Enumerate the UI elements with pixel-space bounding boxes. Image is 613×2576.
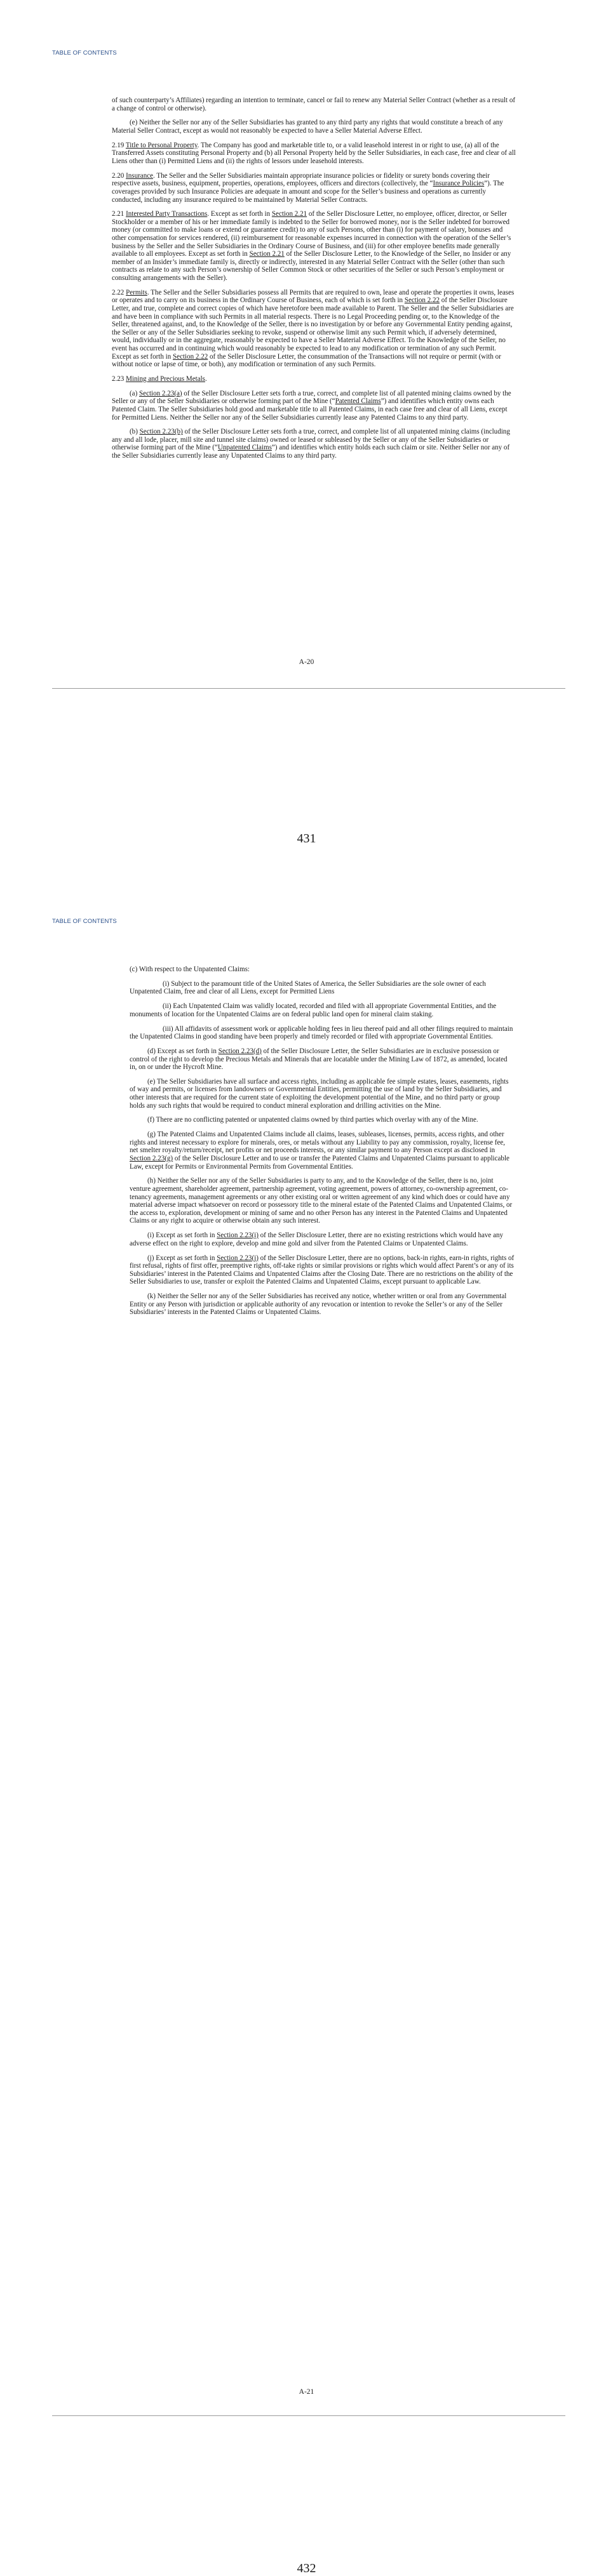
section-2-21: 2.21 Interested Party Transactions. Except as set forth in Section 2.21 of the Seller Disclosure Letter, no employee, officer, director, or Seller Stockholder or a member of his or her immediate family is indebted to the Seller for borrowed money, nor is the Seller indebted for borrowed money (or committed to make loans or extend or guarantee credit) to any of such Persons, other than (i) for payment of salary, bonuses and other compensation for services rendered, (ii) reimbursement for reasonable expenses incurred in connection with the operation of the Seller’s business by the Seller and the Seller Subsidiaries in the Ordinary Course of Business, and (iii) for other employee benefits made generally available to all employees. Except as set forth in Section 2.21 of the Seller Disclosure Letter, to the Knowledge of the Seller, no Insider or any member of an Insider’s immediate family is, directly or indirectly, interested in any Material Seller Contract with the Seller (other than such contracts as relate to any such Person’s ownership of Seller Common Stock or other securities of the Seller or such Person’s employment or consulting arrangements with the Seller). [112, 210, 511, 282]
page-a21 [0, 866, 613, 2575]
section-reference: Section 2.23(a) [139, 389, 182, 397]
defined-term: Patented Claims [335, 397, 381, 406]
section-reference: Section 2.23(g) [130, 1155, 173, 1162]
section-reference: Section 2.21 [249, 250, 285, 258]
paragraph-h: (h) Neither the Seller nor any of the Seller Subsidiaries is party to any, and to the Knowledge of the Seller, there is no, joint venture agreement, shareholder agreement, partnership agreement, voting agreement, powers of attorney, co-ownership agreement, co-tenancy agreements, management agreements or any other existing oral or written agreement of any kind which does or could have any material adverse impact whatsoever on record or possessory title to the mineral estate of the Patented Claims and Unpatented Claims, or the access to, exploration, development or mining of same and no other Person has any interest in the Patented Claims and Unpatented Claims or any right to acquire or otherwise obtain any such interest. [130, 1177, 513, 1225]
page-footer-number: A-20 [299, 658, 314, 666]
section-2-19: 2.19 Title to Personal Property. The Company has good and marketable title to, or a valid leasehold interest in or right to use, (a) all of the Transferred Assets constituting Personal Property and (b) all Personal Property held by the Seller Subsidiaries, in each case, free and clear of all Liens other than (i) Permitted Liens and (ii) the rights of lessors under leasehold interests. [112, 141, 516, 165]
paragraph-c-ii: (ii) Each Unpatented Claim was validly located, recorded and filed with all appropriate Governmental Entities, and the monuments of location for the Unpatented Claims are on federal public land open for mineral claim staking. [130, 1002, 497, 1018]
paragraph-g: (g) The Patented Claims and Unpatented Claims include all claims, leases, subleases, licenses, permits, access rights, and other rights and interest necessary to explore for minerals, ores, or metals without any Liability to pay any commission, royalty, license fee, net smelter royalty/return/receipt, net profits or net proceeds interests, or any similar payment to any Person except as disclosed in Section 2.23(g) of the Seller Disclosure Letter and to use or transfer the Patented Claims and Unpatented Claims pursuant to applicable Law, except for Permits or Environmental Permits from Governmental Entities. [130, 1131, 509, 1171]
pdf-page-number: 432 [297, 2561, 316, 2575]
page-footer-number: A-21 [299, 2388, 314, 2396]
paragraph-e: (e) Neither the Seller nor any of the Seller Subsidiaries has granted to any third party any rights that would constitute a breach of any Material Seller Contract, except as would not reasonably be expected to have a Seller Material Adverse Effect. [112, 119, 503, 135]
section-title: Title to Personal Property [125, 141, 198, 149]
paragraph-2-23-b: (b) Section 2.23(b) of the Seller Disclosure Letter sets forth a true, correct, and complete list of all unpatented mining claims (including any and all lode, placer, mill site and tunnel site claims) owned or leased or subleased by the Seller or any of the Seller Subsidiaries or otherwise forming part of the Mine (“Unpatented Claims”) and identifies which entity holds each such claim or site. Neither Seller nor any of the Seller Subsidiaries currently lease any Unpatented Claims to any third party. [112, 428, 510, 460]
table-of-contents-link[interactable]: TABLE OF CONTENTS [52, 50, 117, 56]
page-divider [52, 2415, 565, 2416]
paragraph-c: (c) With respect to the Unpatented Claims: [130, 966, 250, 973]
paragraph-c-i: (i) Subject to the paramount title of the United States of America, the Seller Subsidiaries are the sole owner of each Unpatented Claim, free and clear of all Liens, except for Permitted Liens [130, 979, 486, 996]
section-reference: Section 2.22 [404, 296, 440, 305]
section-reference: Section 2.22 [173, 352, 208, 361]
section-title: Insurance [126, 171, 154, 180]
page-body [130, 966, 515, 1323]
section-title: Mining and Precious Metals [126, 375, 205, 383]
section-title: Interested Party Transactions [126, 210, 208, 218]
section-reference: Section 2.23(i) [217, 1232, 259, 1240]
paragraph-j: (j) Except as set forth in Section 2.23(j) of the Seller Disclosure Letter, there are no options, back-in rights, earn-in rights, rights of first refusal, rights of first offer, preemptive rights, off-take rights or similar provisions or rights which would affect Parent’s or any of its Subsidiaries’ interest in the Patented Claims and Unpatented Claims after the Closing Date. There are no restrictions on the ability of the Seller Subsidiaries to use, transfer or exploit the Patented Claims and Unpatented Claims, except pursuant to applicable Law. [130, 1254, 515, 1286]
section-reference: Section 2.23(d) [218, 1047, 262, 1055]
paragraph-c-iii: (iii) All affidavits of assessment work or applicable holding fees in lieu thereof paid and all other filings required to maintain the Unpatented Claims in good standing have been properly and timely recorded or filed with appropriate Governmental Entities. [130, 1025, 513, 1041]
page-divider [52, 688, 565, 689]
paragraph-k: (k) Neither the Seller nor any of the Seller Subsidiaries has received any notice, whether written or oral from any Governmental Entity or any Person with jurisdiction or applicable authority of any revocation or intention to revoke the Seller’s or any of the Seller Subsidiaries’ interests in the Patented Claims or Unpatented Claims. [130, 1292, 507, 1317]
section-reference: Section 2.23(j) [217, 1254, 259, 1262]
paragraph-2-23-a: (a) Section 2.23(a) of the Seller Disclosure Letter sets forth a true, correct, and complete list of all patented mining claims owned by the Seller or any of the Seller Subsidiaries or otherwise forming part of the Mine (“Patented Claims”) and identifies which entity owns each Patented Claim. The Seller Subsidiaries hold good and marketable title to all Patented Claims, in each case free and clear of all Liens, except for Permitted Liens. Neither the Seller nor any of the Seller Subsidiaries currently lease any Patented Claims to any third party. [112, 389, 511, 422]
page-a20 [0, 0, 613, 866]
section-reference: Section 2.21 [271, 210, 307, 218]
section-reference: Section 2.23(b) [139, 428, 183, 436]
section-2-22: 2.22 Permits. The Seller and the Seller Subsidiaries possess all Permits that are required to own, lease and operate the properties it owns, leases or operates and to carry on its business in the Ordinary Course of Business, each of which is set forth in Section 2.22 of the Seller Disclosure Letter, and true, complete and correct copies of which have heretofore been made available to Parent. The Seller and the Seller Subsidiaries are and have been in compliance with such Permits in all material respects. There is no Legal Proceeding pending or, to the Knowledge of the Seller, threatened against, and, to the Knowledge of the Seller, there is no investigation by or before any Governmental Entity pending against, the Seller or any of the Seller Subsidiaries seeking to revoke, suspend or otherwise limit any such Permit which, if adversely determined, would, individually or in the aggregate, reasonably be expected to have a Seller Material Adverse Effect. To the Knowledge of the Seller, no event has occurred and in continuing which would reasonably be expected to lead to any modification or termination of any such Permit. Except as set forth in Section 2.22 of the Seller Disclosure Letter, the consummation of the Transactions will not require or permit (with or without notice or lapse of time, or both), any modification or termination of any such Permits. [112, 288, 515, 369]
defined-term: Insurance Policies [433, 180, 485, 188]
section-2-20: 2.20 Insurance. The Seller and the Seller Subsidiaries maintain appropriate insurance policies or fidelity or surety bonds covering their respective assets, business, equipment, properties, operations, employees, officers and directors (collectively, the “Insurance Policies”). The coverages provided by such Insurance Policies are adequate in amount and scope for the Seller’s business and operations as currently conducted, including any insurance required to be maintained by Material Seller Contracts. [112, 171, 504, 204]
pdf-page-number: 431 [297, 832, 316, 846]
table-of-contents-link[interactable]: TABLE OF CONTENTS [52, 918, 117, 925]
paragraph-continued: of such counterparty’s Affiliates) regarding an intention to terminate, cancel or fail to renew any Material Seller Contract (whether as a result of a change of control or otherwise). [112, 96, 516, 112]
section-2-23: 2.23 Mining and Precious Metals. [112, 375, 207, 383]
paragraph-e: (e) The Seller Subsidiaries have all surface and access rights, including as applicable fee simple estates, leases, easements, rights of way and permits, or licenses from landowners or Governmental Entities, permitting the use of land by the Seller Subsidiaries, and other interests that are required for the current state of exploiting the development potential of the Mine, and no third party or group holds any such rights that would be required to conduct mineral exploration and drilling activities on the Mine. [130, 1077, 509, 1110]
paragraph-i: (i) Except as set forth in Section 2.23(i) of the Seller Disclosure Letter, there are no existing restrictions which would have any adverse effect on the right to explore, develop and mine gold and silver from the Patented Claims or Unpatented Claims. [130, 1232, 504, 1247]
paragraph-d: (d) Except as set forth in Section 2.23(d) of the Seller Disclosure Letter, the Seller Subsidiaries are in exclusive possession or control of the right to develop the Precious Metals and Minerals that are locatable under the Mining Law of 1872, as amended, located in, on or under the Hycroft Mine. [130, 1047, 508, 1072]
defined-term: Unpatented Claims [217, 444, 272, 452]
section-title: Permits [126, 288, 147, 296]
paragraph-f: (f) There are no conflicting patented or unpatented claims owned by third parties which overlay with any of the Mine. [147, 1116, 478, 1124]
page-body [112, 96, 516, 467]
